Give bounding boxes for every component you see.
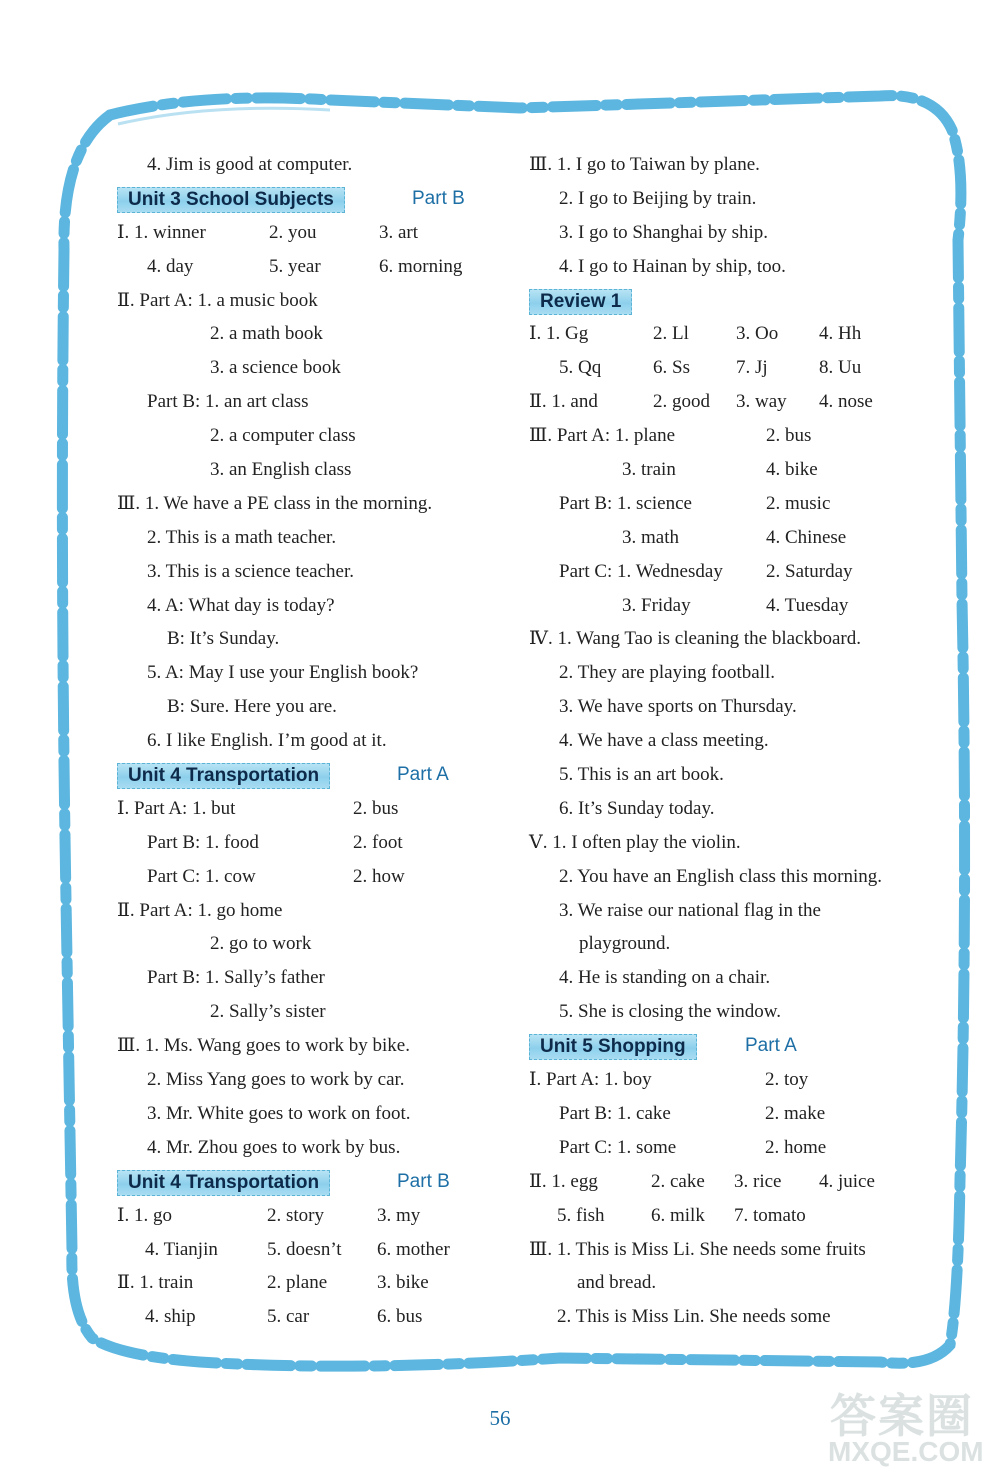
answer-text: Ⅲ. 1. This is Miss Li. She needs some fruits (529, 1238, 866, 1260)
answer-line (529, 453, 909, 487)
answer-text: Ⅳ. 1. Wang Tao is cleaning the blackboard. (529, 628, 861, 650)
answer-text: Part B: 1. an art class (147, 391, 309, 413)
answer-text: Part B: 1. cake (559, 1102, 671, 1124)
section-title: Unit 4 Transportation (117, 763, 330, 789)
answer-text: 7. Jj (736, 357, 768, 379)
page-number: 56 (489, 1406, 511, 1430)
section-header (529, 1029, 909, 1063)
answer-text: 4. Hh (819, 323, 862, 345)
answer-text: 2. This is Miss Lin. She needs some (557, 1306, 831, 1328)
answer-line (529, 216, 909, 250)
answer-line (529, 724, 909, 758)
answer-line (117, 351, 507, 385)
answer-text: 3. bike (377, 1272, 429, 1294)
answer-text: 3. a science book (210, 357, 341, 379)
answer-text: 4. day (147, 255, 194, 277)
answer-line (117, 792, 507, 826)
answer-text: 2. This is a math teacher. (147, 526, 337, 548)
answer-text: 2. You have an English class this morning. (559, 865, 882, 887)
section-title: Unit 5 Shopping (529, 1034, 697, 1060)
answer-text: Ⅲ. 1. We have a PE class in the morning. (117, 492, 433, 514)
section-header (117, 182, 507, 216)
answer-line (529, 860, 909, 894)
answer-text: 2. Sally’s sister (210, 1001, 326, 1023)
answer-text: Ⅱ. 1. egg (529, 1170, 598, 1192)
section-title: Unit 4 Transportation (117, 1170, 330, 1196)
answer-text: 2. toy (765, 1069, 809, 1091)
answer-text: Ⅰ. Part A: 1. but (117, 797, 236, 819)
answer-line (117, 860, 507, 894)
answer-text: 3. math (622, 526, 679, 548)
answer-text: Ⅴ. 1. I often play the violin. (529, 831, 741, 853)
answer-text: 2. Ll (653, 323, 689, 345)
answer-text: 2. story (267, 1204, 324, 1226)
answer-line (117, 385, 507, 419)
answer-text: and bread. (577, 1272, 657, 1294)
answer-line (117, 1233, 507, 1267)
section-part: Part B (397, 1170, 450, 1192)
answer-text: Part C: 1. cow (147, 865, 256, 887)
answer-line (529, 826, 909, 860)
answer-text: Ⅱ. 1. train (117, 1272, 194, 1294)
answer-text: 5. She is closing the window. (559, 1001, 782, 1023)
answer-line (529, 1063, 909, 1097)
answer-line (117, 1063, 507, 1097)
section-header (117, 1165, 507, 1199)
answer-line (529, 487, 909, 521)
answer-text: 2. home (765, 1136, 827, 1158)
answer-line (529, 419, 909, 453)
answer-line (529, 1300, 909, 1334)
answer-text: 5. fish (557, 1204, 605, 1226)
answer-text: 3. I go to Shanghai by ship. (559, 221, 768, 243)
answer-text: Ⅰ. 1. Gg (529, 323, 589, 345)
answer-line (117, 1300, 507, 1334)
answer-line (117, 724, 507, 758)
answer-text: 2. bus (766, 425, 812, 447)
answer-line (117, 1131, 507, 1165)
answer-line (529, 1165, 909, 1199)
answer-text: 4. A: What day is today? (147, 594, 335, 616)
answer-text: 5. Qq (559, 357, 602, 379)
answer-line (529, 1097, 909, 1131)
section-part: Part B (412, 187, 465, 209)
answer-line (117, 894, 507, 928)
section-header (117, 758, 507, 792)
answer-line (529, 758, 909, 792)
answer-text: 4. Mr. Zhou goes to work by bus. (147, 1136, 401, 1158)
section-title: Review 1 (529, 289, 632, 315)
answer-text: 3. an English class (210, 459, 352, 481)
answer-line (117, 453, 507, 487)
answer-text: 4. nose (819, 391, 873, 413)
answer-text: 6. I like English. I’m good at it. (147, 730, 387, 752)
answer-line (117, 656, 507, 690)
answer-text: 2. you (269, 221, 317, 243)
answer-text: 3. art (379, 221, 419, 243)
answer-line (117, 317, 507, 351)
answer-line (529, 555, 909, 589)
answer-text: 4. Tianjin (145, 1238, 218, 1260)
answer-text: 4. We have a class meeting. (559, 730, 769, 752)
answer-line (117, 284, 507, 318)
answer-text: Ⅱ. Part A: 1. a music book (117, 289, 318, 311)
answer-text: 5. This is an art book. (559, 764, 724, 786)
answer-text: 2. music (766, 492, 831, 514)
answer-text: 3. rice (734, 1170, 782, 1192)
answer-text: Part B: 1. Sally’s father (147, 967, 325, 989)
answer-line (529, 622, 909, 656)
answer-line (529, 148, 909, 182)
answer-text: 2. I go to Beijing by train. (559, 187, 757, 209)
answer-line (117, 216, 507, 250)
section-title: Unit 3 School Subjects (117, 187, 345, 213)
answer-line (529, 792, 909, 826)
answer-text: Part B: 1. science (559, 492, 692, 514)
answer-text: 3. Friday (622, 594, 691, 616)
answer-line (117, 419, 507, 453)
answer-text: 3. train (622, 459, 676, 481)
answer-text: 3. We have sports on Thursday. (559, 696, 797, 718)
answer-line (117, 555, 507, 589)
answer-text: 3. way (736, 391, 787, 413)
answer-line (117, 250, 507, 284)
answer-text: 2. They are playing football. (559, 662, 775, 684)
answer-text: 4. juice (819, 1170, 875, 1192)
answer-line (117, 927, 507, 961)
answer-line (529, 1199, 909, 1233)
answer-text: Part B: 1. food (147, 831, 259, 853)
answer-line (529, 690, 909, 724)
answer-text: playground. (579, 933, 671, 955)
answer-line (117, 1199, 507, 1233)
answer-text: 3. We raise our national flag in the (559, 899, 821, 921)
right-column (529, 148, 909, 1334)
answer-text: 4. I go to Hainan by ship, too. (559, 255, 786, 277)
answer-text: 2. go to work (210, 933, 312, 955)
answer-text: 7. tomato (734, 1204, 806, 1226)
answer-text: 5. A: May I use your English book? (147, 662, 419, 684)
answer-line (529, 182, 909, 216)
left-column (117, 148, 507, 1334)
answer-text: Part C: 1. Wednesday (559, 560, 723, 582)
answer-text: Ⅰ. 1. go (117, 1204, 173, 1226)
answer-line (117, 995, 507, 1029)
answer-text: 4. Jim is good at computer. (147, 154, 353, 175)
answer-text: Part C: 1. some (559, 1136, 677, 1158)
answer-text: 6. bus (377, 1306, 423, 1328)
answer-text: 3. Mr. White goes to work on foot. (147, 1102, 411, 1124)
answer-line (117, 1097, 507, 1131)
answer-text: 2. good (653, 391, 710, 413)
answer-line (117, 961, 507, 995)
answer-line (117, 487, 507, 521)
answer-line (117, 690, 507, 724)
answer-text: 2. bus (353, 797, 399, 819)
answer-line (529, 1266, 909, 1300)
answer-text: 2. Miss Yang goes to work by car. (147, 1069, 405, 1091)
watermark-logo (820, 1380, 995, 1472)
answer-text: 4. ship (145, 1306, 196, 1328)
answer-line (117, 148, 507, 182)
answer-text: Ⅰ. Part A: 1. boy (529, 1069, 652, 1091)
answer-line (117, 622, 507, 656)
answer-text: 2. foot (353, 831, 403, 853)
answer-text: 3. my (377, 1204, 421, 1226)
answer-text: B: Sure. Here you are. (167, 696, 337, 718)
answer-text: 8. Uu (819, 357, 862, 379)
answer-text: 6. mother (377, 1238, 450, 1260)
answer-text: 2. plane (267, 1272, 328, 1294)
answer-text: 2. a computer class (210, 425, 356, 447)
answer-line (117, 589, 507, 623)
answer-text: Ⅲ. 1. I go to Taiwan by plane. (529, 154, 760, 175)
answer-text: 6. milk (651, 1204, 705, 1226)
answer-text: 3. Oo (736, 323, 779, 345)
answer-line (529, 995, 909, 1029)
answer-text: B: It’s Sunday. (167, 628, 280, 650)
answer-text: 2. Saturday (766, 560, 853, 582)
answer-text: 5. car (267, 1306, 310, 1328)
answer-line (117, 1266, 507, 1300)
answer-line (529, 385, 909, 419)
answer-text: 2. cake (651, 1170, 705, 1192)
answer-line (529, 589, 909, 623)
answer-text: Ⅱ. Part A: 1. go home (117, 899, 283, 921)
answer-line (529, 521, 909, 555)
answer-text: 4. Tuesday (766, 594, 849, 616)
answer-line (529, 317, 909, 351)
answer-line (117, 826, 507, 860)
answer-text: Ⅰ. 1. winner (117, 221, 206, 243)
answer-text: Ⅲ. 1. Ms. Wang goes to work by bike. (117, 1035, 410, 1057)
answer-text: 4. Chinese (766, 526, 847, 548)
answer-text: 3. This is a science teacher. (147, 560, 354, 582)
answer-line (529, 894, 909, 928)
section-header (529, 284, 909, 318)
section-part: Part A (745, 1035, 797, 1057)
answer-line (529, 1131, 909, 1165)
answer-text: 5. doesn’t (267, 1238, 342, 1260)
answer-line (117, 1029, 507, 1063)
watermark-line1: 答案圈 (830, 1389, 974, 1443)
answer-text: 2. make (765, 1102, 826, 1124)
answer-text: Ⅱ. 1. and (529, 391, 598, 413)
section-part: Part A (397, 764, 449, 786)
answer-line (529, 351, 909, 385)
answer-text: 6. morning (379, 255, 463, 277)
answer-line (529, 927, 909, 961)
answer-text: 6. It’s Sunday today. (559, 797, 715, 819)
answer-text: 4. bike (766, 459, 818, 481)
answer-line (529, 250, 909, 284)
answer-text: 6. Ss (653, 357, 690, 379)
watermark-line2: MXQE.COM (828, 1436, 984, 1467)
answer-text: 2. how (353, 865, 405, 887)
answer-text: Ⅲ. Part A: 1. plane (529, 425, 676, 447)
answer-line (529, 1233, 909, 1267)
answer-text: 2. a math book (210, 323, 323, 345)
answer-line (117, 521, 507, 555)
answer-text: 4. He is standing on a chair. (559, 967, 771, 989)
answer-line (529, 656, 909, 690)
answer-line (529, 961, 909, 995)
answer-text: 5. year (269, 255, 321, 277)
